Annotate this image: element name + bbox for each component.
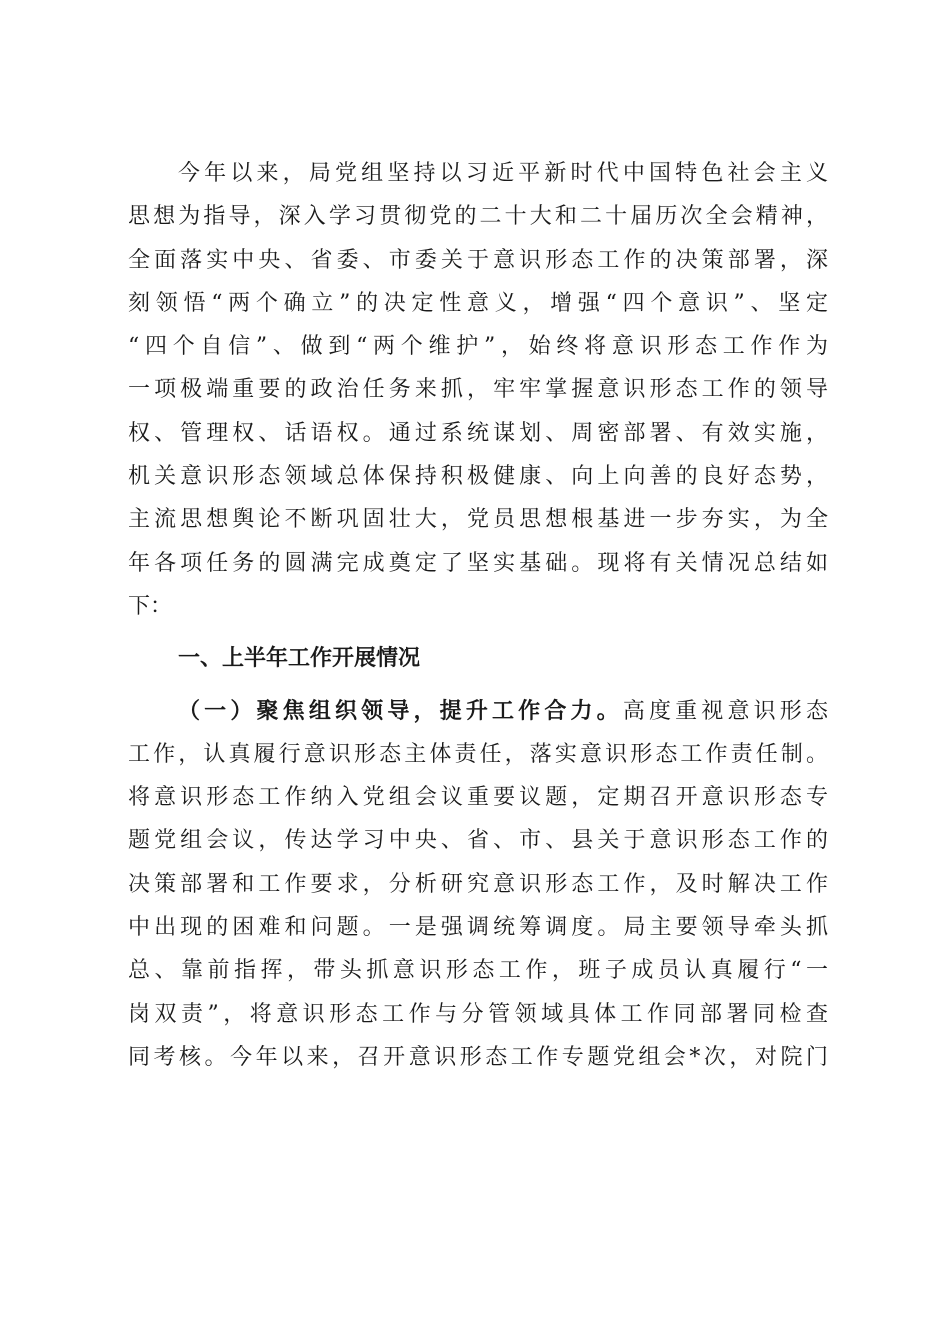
paragraph-line: 同考核。今年以来，召开意识形态工作专题党组会*次，对院门 xyxy=(128,1044,828,1070)
paragraph-line: 今年以来，局党组坚持以习近平新时代中国特色社会主义 xyxy=(178,161,828,186)
paragraph-line: 岗双责”，将意识形态工作与分管领域具体工作同部署同检查 xyxy=(128,1001,828,1027)
paragraph-line: 思想为指导，深入学习贯彻党的二十大和二十届历次全会精神， xyxy=(128,204,828,230)
paragraph-line: 刻领悟“两个确立”的决定性意义，增强“四个意识”、坚定 xyxy=(128,290,828,316)
paragraph-line: 主流思想舆论不断巩固壮大，党员思想根基进一步夯实，为全 xyxy=(128,507,828,533)
paragraph-gap xyxy=(128,681,828,690)
paragraph-gap xyxy=(128,628,828,637)
paragraph-line: 题党组会议，传达学习中央、省、市、县关于意识形态工作的 xyxy=(128,828,828,854)
subsection-first-line xyxy=(128,690,828,733)
subsection-first-line-text: 高度重视意识形态 xyxy=(622,698,828,724)
paragraph-line: 机关意识形态领域总体保持积极健康、向上向善的良好态势， xyxy=(128,464,828,490)
paragraph-line: 将意识形态工作纳入党组会议重要议题，定期召开意识形态专 xyxy=(128,785,828,811)
subsection-title: （一）聚焦组织领导，提升工作合力。 xyxy=(178,697,623,724)
paragraph-line: 总、靠前指挥，带头抓意识形态工作，班子成员认真履行“一 xyxy=(128,958,828,984)
section-heading: 一、上半年工作开展情况 xyxy=(178,645,421,672)
paragraph-line: 下： xyxy=(128,593,173,619)
paragraph-line: 年各项任务的圆满完成奠定了坚实基础。现将有关情况总结如 xyxy=(128,550,828,576)
paragraph-line: “四个自信”、做到“两个维护”，始终将意识形态工作作为 xyxy=(128,334,828,360)
paragraph-line: 权、管理权、话语权。通过系统谋划、周密部署、有效实施， xyxy=(128,420,828,446)
paragraph-line: 工作，认真履行意识形态主体责任，落实意识形态工作责任制。 xyxy=(128,741,828,767)
paragraph-line: 一项极端重要的政治任务来抓，牢牢掌握意识形态工作的领导 xyxy=(128,377,828,403)
document-body xyxy=(128,152,828,1079)
paragraph-line: 全面落实中央、省委、市委关于意识形态工作的决策部署，深 xyxy=(128,247,828,273)
paragraph-line: 决策部署和工作要求，分析研究意识形态工作，及时解决工作 xyxy=(128,871,828,897)
paragraph-line: 中出现的困难和问题。一是强调统筹调度。局主要领导牵头抓 xyxy=(128,915,828,941)
